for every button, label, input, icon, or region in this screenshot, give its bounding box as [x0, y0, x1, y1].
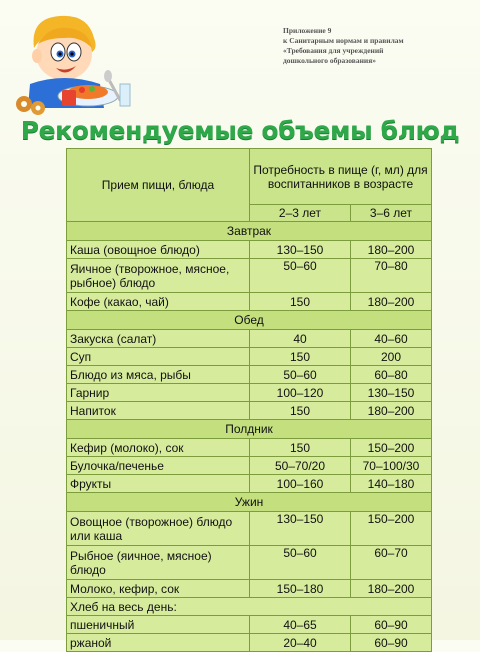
- bread-heading: Хлеб на весь день:: [67, 598, 432, 616]
- value-2-3: 150: [250, 348, 351, 366]
- value-3-6: 200: [351, 348, 432, 366]
- value-2-3: 50–60: [250, 259, 351, 293]
- value-2-3: 40: [250, 330, 351, 348]
- table-row: [67, 293, 432, 311]
- value-2-3: 130–150: [250, 241, 351, 259]
- value-3-6: 60–90: [351, 616, 432, 634]
- table-row: [67, 616, 432, 634]
- boy-eating-illustration: [8, 8, 140, 118]
- value-2-3: 40–65: [250, 616, 351, 634]
- section-lunch: Обед: [67, 311, 432, 330]
- table-row: [67, 439, 432, 457]
- appendix-line: к Санитарным нормам и правилам: [283, 36, 404, 45]
- section-row: [67, 493, 432, 512]
- value-3-6: 180–200: [351, 241, 432, 259]
- portion-table: [66, 148, 432, 652]
- table-header-row: [67, 149, 432, 205]
- bread-heading-row: [67, 598, 432, 616]
- header-age-3-6: 3–6 лет: [351, 205, 432, 222]
- value-2-3: 100–120: [250, 384, 351, 402]
- value-2-3: 50–60: [250, 366, 351, 384]
- value-2-3: 50–70/20: [250, 457, 351, 475]
- value-3-6: 60–90: [351, 634, 432, 652]
- table-row: [67, 330, 432, 348]
- table-row: [67, 546, 432, 580]
- appendix-line: Приложение 9: [283, 26, 332, 35]
- table-row: [67, 457, 432, 475]
- dish-name: Молоко, кефир, сок: [67, 580, 250, 598]
- value-3-6: 60–80: [351, 366, 432, 384]
- dish-name: Булочка/печенье: [67, 457, 250, 475]
- dish-name: пшеничный: [67, 616, 250, 634]
- value-3-6: 180–200: [351, 293, 432, 311]
- section-row: [67, 222, 432, 241]
- dish-name: Гарнир: [67, 384, 250, 402]
- dish-name: Напиток: [67, 402, 250, 420]
- table-row: [67, 348, 432, 366]
- header-need: Потребность в пище (г, мл) для воспитанников в возрасте: [250, 149, 432, 205]
- value-2-3: 150: [250, 293, 351, 311]
- table-row: [67, 241, 432, 259]
- value-3-6: 70–80: [351, 259, 432, 293]
- dish-name: Рыбное (яичное, мясное) блюдо: [67, 546, 250, 580]
- value-3-6: 180–200: [351, 402, 432, 420]
- value-3-6: 130–150: [351, 384, 432, 402]
- dish-name: Кефир (молоко), сок: [67, 439, 250, 457]
- dish-name: Кофе (какао, чай): [67, 293, 250, 311]
- dish-name: Суп: [67, 348, 250, 366]
- value-2-3: 150–180: [250, 580, 351, 598]
- table-row: [67, 475, 432, 493]
- value-3-6: 150–200: [351, 439, 432, 457]
- value-3-6: 70–100/30: [351, 457, 432, 475]
- table-row: [67, 259, 432, 293]
- header-meal: Прием пищи, блюда: [67, 149, 250, 222]
- section-row: [67, 311, 432, 330]
- table-row: [67, 512, 432, 546]
- page-title: Рекомендуемые объемы блюд: [20, 116, 460, 145]
- value-3-6: 180–200: [351, 580, 432, 598]
- dish-name: Закуска (салат): [67, 330, 250, 348]
- appendix-note: [283, 26, 473, 66]
- value-2-3: 150: [250, 402, 351, 420]
- dish-name: Блюдо из мяса, рыбы: [67, 366, 250, 384]
- table-row: [67, 402, 432, 420]
- dish-name: ржаной: [67, 634, 250, 652]
- appendix-line: дошкольного образования»: [283, 56, 377, 65]
- table-row: [67, 580, 432, 598]
- header-age-2-3: 2–3 лет: [250, 205, 351, 222]
- value-2-3: 130–150: [250, 512, 351, 546]
- value-3-6: 40–60: [351, 330, 432, 348]
- dish-name: Фрукты: [67, 475, 250, 493]
- section-snack: Полдник: [67, 420, 432, 439]
- table-row: [67, 384, 432, 402]
- section-row: [67, 420, 432, 439]
- value-2-3: 100–160: [250, 475, 351, 493]
- table-row: [67, 366, 432, 384]
- table-row: [67, 634, 432, 652]
- section-dinner: Ужин: [67, 493, 432, 512]
- dish-name: Каша (овощное блюдо): [67, 241, 250, 259]
- dish-name: Овощное (творожное) блюдо или каша: [67, 512, 250, 546]
- appendix-line: «Требования для учреждений: [283, 46, 384, 55]
- value-2-3: 50–60: [250, 546, 351, 580]
- value-2-3: 20–40: [250, 634, 351, 652]
- dish-name: Яичное (творожное, мясное, рыбное) блюдо: [67, 259, 250, 293]
- value-3-6: 140–180: [351, 475, 432, 493]
- value-2-3: 150: [250, 439, 351, 457]
- value-3-6: 60–70: [351, 546, 432, 580]
- value-3-6: 150–200: [351, 512, 432, 546]
- section-breakfast: Завтрак: [67, 222, 432, 241]
